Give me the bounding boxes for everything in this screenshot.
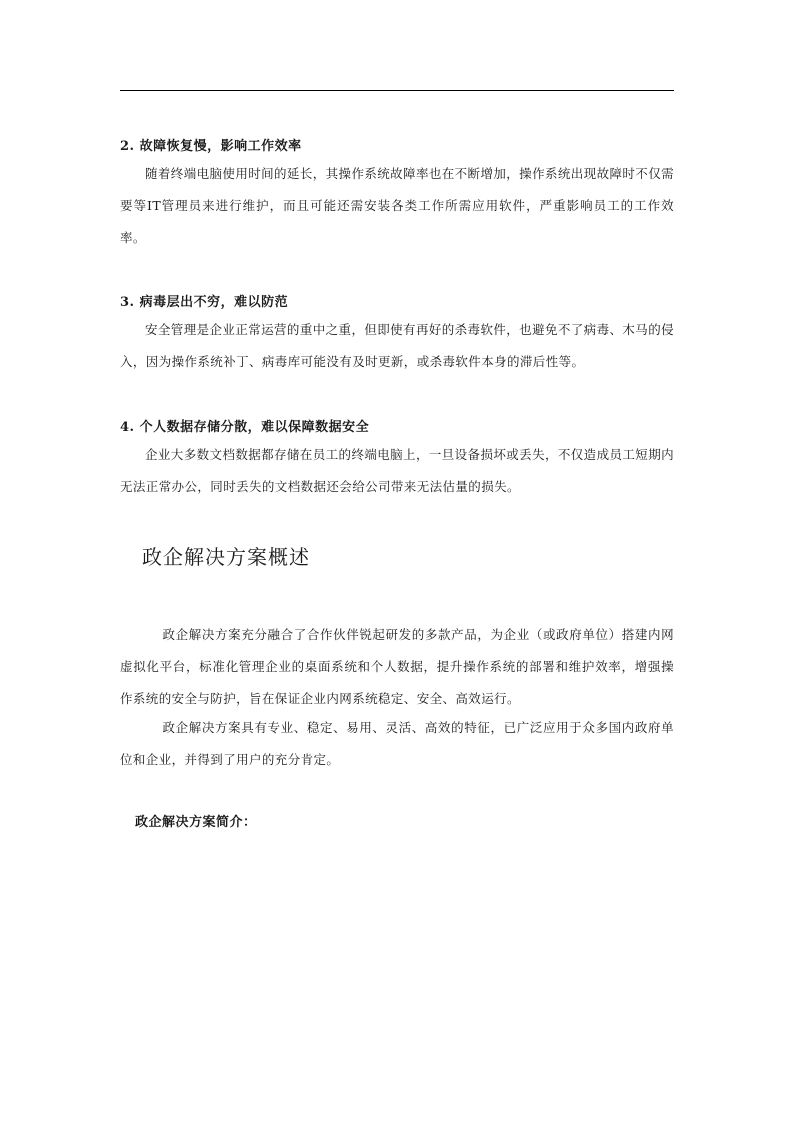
overview-title: 政企解决方案概述 bbox=[142, 545, 310, 569]
section-heading-3: 3. 病毒层出不穷，难以防范 bbox=[120, 295, 289, 310]
section-heading-2: 2. 故障恢复慢，影响工作效率 bbox=[120, 139, 302, 154]
section-body-3: 安全管理是企业正常运营的重中之重，但即使有再好的杀毒软件，也避免不了病毒、木马的侵入，因为操作系统补丁、病毒库可能没有及时更新，或杀毒软件本身的滞后性等。 bbox=[120, 322, 674, 369]
intro-heading: 政企解决方案简介： bbox=[135, 815, 257, 830]
section-body-2: 随着终端电脑使用时间的延长，其操作系统故障率也在不断增加，操作系统出现故障时不仅需要等IT管理员来进行维护，而且可能还需安装各类工作所需应用软件，严重影响员工的工作效率。 bbox=[120, 166, 674, 245]
overview-paragraph-2: 政企解决方案具有专业、稳定、易用、灵活、高效的特征，已广泛应用于众多国内政府单位和企业，并得到了用户的充分肯定。 bbox=[120, 720, 674, 767]
section-heading-4: 4. 个人数据存储分散，难以保障数据安全 bbox=[120, 420, 370, 435]
overview-paragraph-1: 政企解决方案充分融合了合作伙伴锐起研发的多款产品，为企业（或政府单位）搭建内网虚拟化平台，标准化管理企业的桌面系统和个人数据，提升操作系统的部署和维护效率，增强操作系统的安全与防护，旨在保证企业内网系统稳定、安全、高效运行。 bbox=[120, 627, 674, 706]
section-body-4: 企业大多数文档数据都存储在员工的终端电脑上，一旦设备损坏或丢失，不仅造成员工短期内无法正常办公，同时丢失的文档数据还会给公司带来无法估量的损失。 bbox=[120, 447, 674, 494]
header-rule bbox=[120, 90, 674, 91]
